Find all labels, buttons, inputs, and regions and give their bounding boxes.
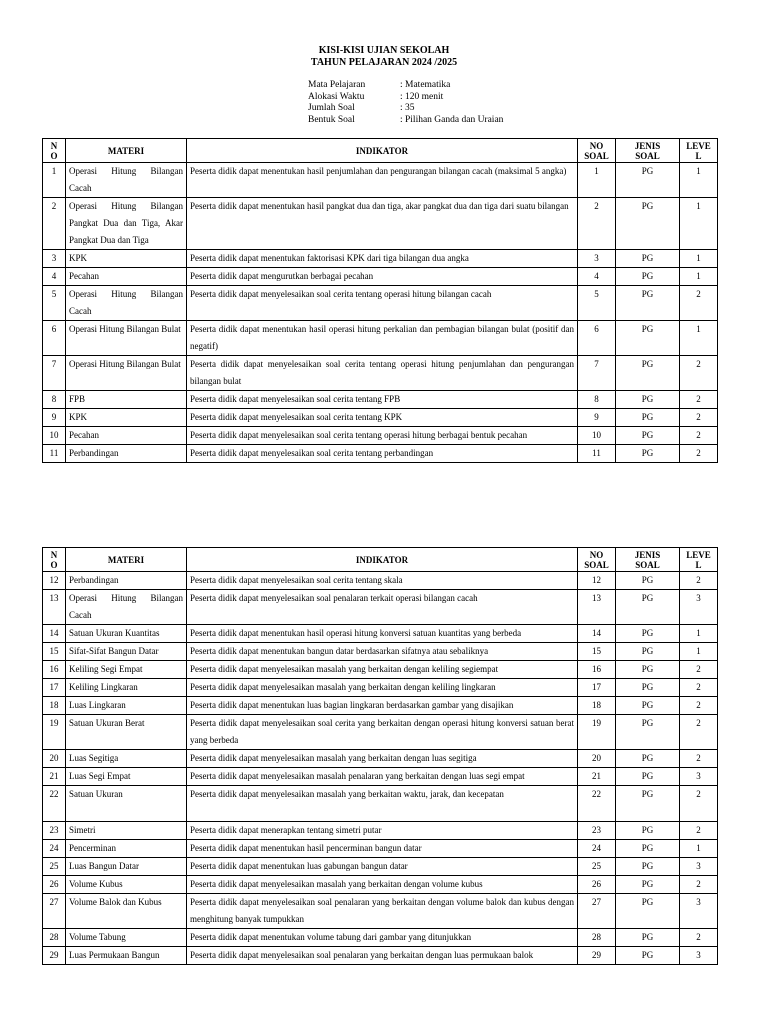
row-indikator: Peserta didik dapat menentukan hasil pencerminan bangun datar bbox=[187, 840, 578, 858]
row-number: 15 bbox=[43, 643, 66, 661]
row-level: 2 bbox=[680, 929, 718, 947]
row-number: 9 bbox=[43, 409, 66, 427]
row-level: 2 bbox=[680, 697, 718, 715]
col-header-no-soal: NO SOAL bbox=[578, 548, 616, 572]
row-number: 27 bbox=[43, 894, 66, 929]
row-number: 23 bbox=[43, 822, 66, 840]
row-level: 2 bbox=[680, 572, 718, 590]
row-level: 2 bbox=[680, 661, 718, 679]
table-header-row bbox=[43, 139, 718, 163]
row-materi: Perbandingan bbox=[66, 445, 187, 463]
row-indikator: Peserta didik dapat menyelesaikan soal cerita tentang FPB bbox=[187, 391, 578, 409]
row-materi: Pencerminan bbox=[66, 840, 187, 858]
row-materi: KPK bbox=[66, 250, 187, 268]
row-materi: Operasi Hitung Bilangan Pangkat Dua dan Tiga, Akar Pangkat Dua dan Tiga bbox=[66, 198, 187, 250]
row-indikator: Peserta didik dapat menentukan hasil penjumlahan dan pengurangan bilangan cacah (maksimal 5 angka) bbox=[187, 163, 578, 198]
col-header-materi: MATERI bbox=[66, 139, 187, 163]
row-jenis-soal: PG bbox=[616, 697, 680, 715]
row-materi: Sifat-Sifat Bangun Datar bbox=[66, 643, 187, 661]
row-level: 1 bbox=[680, 250, 718, 268]
row-number: 5 bbox=[43, 286, 66, 321]
row-indikator: Peserta didik dapat menyelesaikan masalah yang berkaitan waktu, jarak, dan kecepatan bbox=[187, 786, 578, 822]
meta-label: Bentuk Soal bbox=[308, 114, 355, 125]
row-level: 3 bbox=[680, 894, 718, 929]
row-materi: Perbandingan bbox=[66, 572, 187, 590]
row-indikator: Peserta didik dapat menyelesaikan soal cerita tentang operasi hitung penjumlahan dan pengurangan bilangan bulat bbox=[187, 356, 578, 391]
row-indikator: Peserta didik dapat menyelesaikan soal cerita tentang operasi hitung berbagai bentuk pecahan bbox=[187, 427, 578, 445]
row-jenis-soal: PG bbox=[616, 356, 680, 391]
row-jenis-soal: PG bbox=[616, 715, 680, 750]
table-row bbox=[43, 643, 718, 661]
row-indikator: Peserta didik dapat menyelesaikan masalah yang berkaitan dengan luas segitiga bbox=[187, 750, 578, 768]
table-row bbox=[43, 876, 718, 894]
table-row bbox=[43, 786, 718, 822]
row-materi: Luas Bangun Datar bbox=[66, 858, 187, 876]
meta-value: : 120 menit bbox=[400, 91, 444, 102]
row-no-soal: 18 bbox=[578, 697, 616, 715]
table-1-body bbox=[43, 163, 718, 463]
row-no-soal: 2 bbox=[578, 198, 616, 250]
table-2-body bbox=[43, 572, 718, 965]
row-materi: Operasi Hitung Bilangan Bulat bbox=[66, 356, 187, 391]
row-materi: Volume Kubus bbox=[66, 876, 187, 894]
row-materi: Volume Balok dan Kubus bbox=[66, 894, 187, 929]
row-number: 29 bbox=[43, 947, 66, 965]
table-row bbox=[43, 268, 718, 286]
row-level: 1 bbox=[680, 625, 718, 643]
row-jenis-soal: PG bbox=[616, 198, 680, 250]
row-materi: Satuan Ukuran bbox=[66, 786, 187, 822]
row-level: 2 bbox=[680, 391, 718, 409]
row-jenis-soal: PG bbox=[616, 858, 680, 876]
row-jenis-soal: PG bbox=[616, 876, 680, 894]
col-header-jenis-soal: JENIS SOAL bbox=[616, 548, 680, 572]
row-indikator: Peserta didik dapat menentukan hasil operasi hitung perkalian dan pembagian bilangan bulat (positif dan negatif) bbox=[187, 321, 578, 356]
row-materi: Simetri bbox=[66, 822, 187, 840]
row-level: 2 bbox=[680, 679, 718, 697]
row-indikator: Peserta didik dapat menyelesaikan soal cerita tentang skala bbox=[187, 572, 578, 590]
row-number: 12 bbox=[43, 572, 66, 590]
col-header-no: N O bbox=[43, 139, 66, 163]
row-number: 17 bbox=[43, 679, 66, 697]
row-jenis-soal: PG bbox=[616, 391, 680, 409]
row-jenis-soal: PG bbox=[616, 661, 680, 679]
row-no-soal: 17 bbox=[578, 679, 616, 697]
row-jenis-soal: PG bbox=[616, 163, 680, 198]
row-level: 1 bbox=[680, 198, 718, 250]
table-header-row bbox=[43, 548, 718, 572]
table-row bbox=[43, 321, 718, 356]
row-level: 3 bbox=[680, 858, 718, 876]
title-line-1: KISI-KISI UJIAN SEKOLAH bbox=[318, 45, 450, 56]
table-row bbox=[43, 427, 718, 445]
row-indikator: Peserta didik dapat menyelesaikan soal penalaran yang berkaitan dengan luas permukaan balok bbox=[187, 947, 578, 965]
table-row bbox=[43, 858, 718, 876]
row-level: 1 bbox=[680, 643, 718, 661]
table-row bbox=[43, 697, 718, 715]
row-level: 3 bbox=[680, 590, 718, 625]
row-jenis-soal: PG bbox=[616, 840, 680, 858]
row-no-soal: 22 bbox=[578, 786, 616, 822]
table-row bbox=[43, 750, 718, 768]
col-header-level: LEVE L bbox=[680, 139, 718, 163]
row-level: 2 bbox=[680, 445, 718, 463]
table-row bbox=[43, 768, 718, 786]
row-jenis-soal: PG bbox=[616, 894, 680, 929]
row-no-soal: 24 bbox=[578, 840, 616, 858]
row-level: 2 bbox=[680, 750, 718, 768]
row-no-soal: 21 bbox=[578, 768, 616, 786]
meta-label: Mata Pelajaran bbox=[308, 80, 366, 90]
table-row bbox=[43, 391, 718, 409]
row-level: 3 bbox=[680, 768, 718, 786]
table-row bbox=[43, 250, 718, 268]
row-no-soal: 19 bbox=[578, 715, 616, 750]
row-indikator: Peserta didik dapat menerapkan tentang simetri putar bbox=[187, 822, 578, 840]
row-indikator: Peserta didik dapat menyelesaikan soal penalaran terkait operasi bilangan cacah bbox=[187, 590, 578, 625]
row-indikator: Peserta didik dapat menyelesaikan soal penalaran yang berkaitan dengan volume balok dan kubus dengan menghitung banyak tumpukkan bbox=[187, 894, 578, 929]
row-materi: Keliling Segi Empat bbox=[66, 661, 187, 679]
row-materi: Operasi Hitung Bilangan Bulat bbox=[66, 321, 187, 356]
row-number: 21 bbox=[43, 768, 66, 786]
row-materi: Luas Lingkaran bbox=[66, 697, 187, 715]
row-no-soal: 15 bbox=[578, 643, 616, 661]
row-indikator: Peserta didik dapat menyelesaikan masalah penalaran yang berkaitan dengan luas segi empat bbox=[187, 768, 578, 786]
table-row bbox=[43, 590, 718, 625]
row-number: 4 bbox=[43, 268, 66, 286]
row-number: 18 bbox=[43, 697, 66, 715]
row-number: 22 bbox=[43, 786, 66, 822]
meta-value: : Matematika bbox=[400, 80, 451, 90]
meta-row bbox=[308, 92, 503, 104]
row-materi: Pecahan bbox=[66, 268, 187, 286]
row-materi: Operasi Hitung Bilangan Cacah bbox=[66, 163, 187, 198]
meta-value: : 35 bbox=[400, 103, 415, 113]
row-jenis-soal: PG bbox=[616, 409, 680, 427]
row-indikator: Peserta didik dapat menentukan volume tabung dari gambar yang ditunjukkan bbox=[187, 929, 578, 947]
exam-meta bbox=[308, 80, 503, 126]
row-indikator: Peserta didik dapat mengurutkan berbagai pecahan bbox=[187, 268, 578, 286]
row-number: 6 bbox=[43, 321, 66, 356]
row-level: 2 bbox=[680, 427, 718, 445]
row-jenis-soal: PG bbox=[616, 750, 680, 768]
row-jenis-soal: PG bbox=[616, 250, 680, 268]
row-materi: Luas Segitiga bbox=[66, 750, 187, 768]
row-jenis-soal: PG bbox=[616, 286, 680, 321]
col-header-indikator: INDIKATOR bbox=[187, 139, 578, 163]
col-header-no-soal: NO SOAL bbox=[578, 139, 616, 163]
row-indikator: Peserta didik dapat menentukan luas bagian lingkaran berdasarkan gambar yang disajikan bbox=[187, 697, 578, 715]
row-level: 2 bbox=[680, 356, 718, 391]
col-header-jenis-soal: JENIS SOAL bbox=[616, 139, 680, 163]
row-number: 1 bbox=[43, 163, 66, 198]
table-row bbox=[43, 163, 718, 198]
row-jenis-soal: PG bbox=[616, 625, 680, 643]
row-jenis-soal: PG bbox=[616, 427, 680, 445]
row-number: 24 bbox=[43, 840, 66, 858]
row-no-soal: 7 bbox=[578, 356, 616, 391]
row-jenis-soal: PG bbox=[616, 768, 680, 786]
row-number: 28 bbox=[43, 929, 66, 947]
row-no-soal: 28 bbox=[578, 929, 616, 947]
row-jenis-soal: PG bbox=[616, 822, 680, 840]
row-number: 11 bbox=[43, 445, 66, 463]
row-jenis-soal: PG bbox=[616, 445, 680, 463]
col-header-no: N O bbox=[43, 548, 66, 572]
table-row bbox=[43, 929, 718, 947]
row-no-soal: 27 bbox=[578, 894, 616, 929]
row-materi: Pecahan bbox=[66, 427, 187, 445]
col-header-indikator: INDIKATOR bbox=[187, 548, 578, 572]
table-row bbox=[43, 661, 718, 679]
row-jenis-soal: PG bbox=[616, 268, 680, 286]
row-level: 1 bbox=[680, 268, 718, 286]
row-indikator: Peserta didik dapat menyelesaikan soal cerita tentang perbandingan bbox=[187, 445, 578, 463]
table-row bbox=[43, 715, 718, 750]
row-number: 3 bbox=[43, 250, 66, 268]
row-number: 8 bbox=[43, 391, 66, 409]
table-row bbox=[43, 894, 718, 929]
row-materi: Keliling Lingkaran bbox=[66, 679, 187, 697]
row-indikator: Peserta didik dapat menentukan hasil pangkat dua dan tiga, akar pangkat dua dan tiga dari suatu bilangan bbox=[187, 198, 578, 250]
row-indikator: Peserta didik dapat menentukan bangun datar berdasarkan sifatnya atau sebaliknya bbox=[187, 643, 578, 661]
table-row bbox=[43, 625, 718, 643]
table-row bbox=[43, 198, 718, 250]
row-jenis-soal: PG bbox=[616, 321, 680, 356]
row-level: 2 bbox=[680, 715, 718, 750]
document-title bbox=[0, 45, 768, 69]
row-jenis-soal: PG bbox=[616, 947, 680, 965]
row-materi: Satuan Ukuran Kuantitas bbox=[66, 625, 187, 643]
row-level: 3 bbox=[680, 947, 718, 965]
row-no-soal: 26 bbox=[578, 876, 616, 894]
row-indikator: Peserta didik dapat menyelesaikan soal cerita yang berkaitan dengan operasi hitung konversi satuan berat yang berbeda bbox=[187, 715, 578, 750]
row-number: 7 bbox=[43, 356, 66, 391]
row-no-soal: 10 bbox=[578, 427, 616, 445]
table-row bbox=[43, 356, 718, 391]
row-number: 26 bbox=[43, 876, 66, 894]
title-line-2: TAHUN PELAJARAN 2024 /2025 bbox=[310, 57, 458, 68]
col-header-materi: MATERI bbox=[66, 548, 187, 572]
row-no-soal: 25 bbox=[578, 858, 616, 876]
row-indikator: Peserta didik dapat menyelesaikan masalah yang berkaitan dengan volume kubus bbox=[187, 876, 578, 894]
row-no-soal: 23 bbox=[578, 822, 616, 840]
table-row bbox=[43, 679, 718, 697]
row-number: 13 bbox=[43, 590, 66, 625]
row-jenis-soal: PG bbox=[616, 643, 680, 661]
row-no-soal: 12 bbox=[578, 572, 616, 590]
row-materi: FPB bbox=[66, 391, 187, 409]
row-no-soal: 1 bbox=[578, 163, 616, 198]
row-number: 25 bbox=[43, 858, 66, 876]
row-no-soal: 4 bbox=[578, 268, 616, 286]
row-materi: Luas Segi Empat bbox=[66, 768, 187, 786]
kisi-table-2 bbox=[42, 547, 718, 965]
row-number: 2 bbox=[43, 198, 66, 250]
row-jenis-soal: PG bbox=[616, 590, 680, 625]
row-number: 10 bbox=[43, 427, 66, 445]
row-no-soal: 29 bbox=[578, 947, 616, 965]
row-indikator: Peserta didik dapat menyelesaikan masalah yang berkaitan dengan keliling lingkaran bbox=[187, 679, 578, 697]
meta-row bbox=[308, 115, 503, 127]
row-no-soal: 5 bbox=[578, 286, 616, 321]
row-number: 20 bbox=[43, 750, 66, 768]
row-indikator: Peserta didik dapat menyelesaikan masalah yang berkaitan dengan keliling segiempat bbox=[187, 661, 578, 679]
row-no-soal: 14 bbox=[578, 625, 616, 643]
row-no-soal: 9 bbox=[578, 409, 616, 427]
row-no-soal: 16 bbox=[578, 661, 616, 679]
row-level: 2 bbox=[680, 876, 718, 894]
table-row bbox=[43, 822, 718, 840]
row-jenis-soal: PG bbox=[616, 679, 680, 697]
row-level: 1 bbox=[680, 321, 718, 356]
row-number: 16 bbox=[43, 661, 66, 679]
col-header-level: LEVE L bbox=[680, 548, 718, 572]
row-indikator: Peserta didik dapat menentukan faktorisasi KPK dari tiga bilangan dua angka bbox=[187, 250, 578, 268]
meta-row bbox=[308, 103, 503, 115]
row-indikator: Peserta didik dapat menyelesaikan soal cerita tentang KPK bbox=[187, 409, 578, 427]
table-row bbox=[43, 286, 718, 321]
meta-label: Alokasi Waktu bbox=[308, 91, 365, 102]
table-row bbox=[43, 409, 718, 427]
row-level: 1 bbox=[680, 163, 718, 198]
row-no-soal: 6 bbox=[578, 321, 616, 356]
meta-value: : Pilihan Ganda dan Uraian bbox=[400, 114, 504, 125]
table-row bbox=[43, 572, 718, 590]
row-jenis-soal: PG bbox=[616, 572, 680, 590]
row-no-soal: 3 bbox=[578, 250, 616, 268]
row-materi: Operasi Hitung Bilangan Cacah bbox=[66, 590, 187, 625]
row-level: 2 bbox=[680, 409, 718, 427]
meta-label: Jumlah Soal bbox=[308, 103, 355, 113]
meta-row bbox=[308, 80, 503, 92]
row-number: 14 bbox=[43, 625, 66, 643]
table-row bbox=[43, 947, 718, 965]
row-level: 2 bbox=[680, 786, 718, 822]
row-no-soal: 20 bbox=[578, 750, 616, 768]
table-row bbox=[43, 840, 718, 858]
row-materi: Operasi Hitung Bilangan Cacah bbox=[66, 286, 187, 321]
row-level: 1 bbox=[680, 840, 718, 858]
row-number: 19 bbox=[43, 715, 66, 750]
row-no-soal: 8 bbox=[578, 391, 616, 409]
row-jenis-soal: PG bbox=[616, 929, 680, 947]
row-indikator: Peserta didik dapat menentukan luas gabungan bangun datar bbox=[187, 858, 578, 876]
kisi-table-1 bbox=[42, 138, 718, 463]
row-jenis-soal: PG bbox=[616, 786, 680, 822]
row-no-soal: 13 bbox=[578, 590, 616, 625]
row-materi: KPK bbox=[66, 409, 187, 427]
row-materi: Satuan Ukuran Berat bbox=[66, 715, 187, 750]
row-level: 2 bbox=[680, 822, 718, 840]
row-materi: Volume Tabung bbox=[66, 929, 187, 947]
table-row bbox=[43, 445, 718, 463]
row-indikator: Peserta didik dapat menentukan hasil operasi hitung konversi satuan kuantitas yang berbeda bbox=[187, 625, 578, 643]
row-indikator: Peserta didik dapat menyelesaikan soal cerita tentang operasi hitung bilangan cacah bbox=[187, 286, 578, 321]
row-level: 2 bbox=[680, 286, 718, 321]
row-no-soal: 11 bbox=[578, 445, 616, 463]
row-materi: Luas Permukaan Bangun bbox=[66, 947, 187, 965]
